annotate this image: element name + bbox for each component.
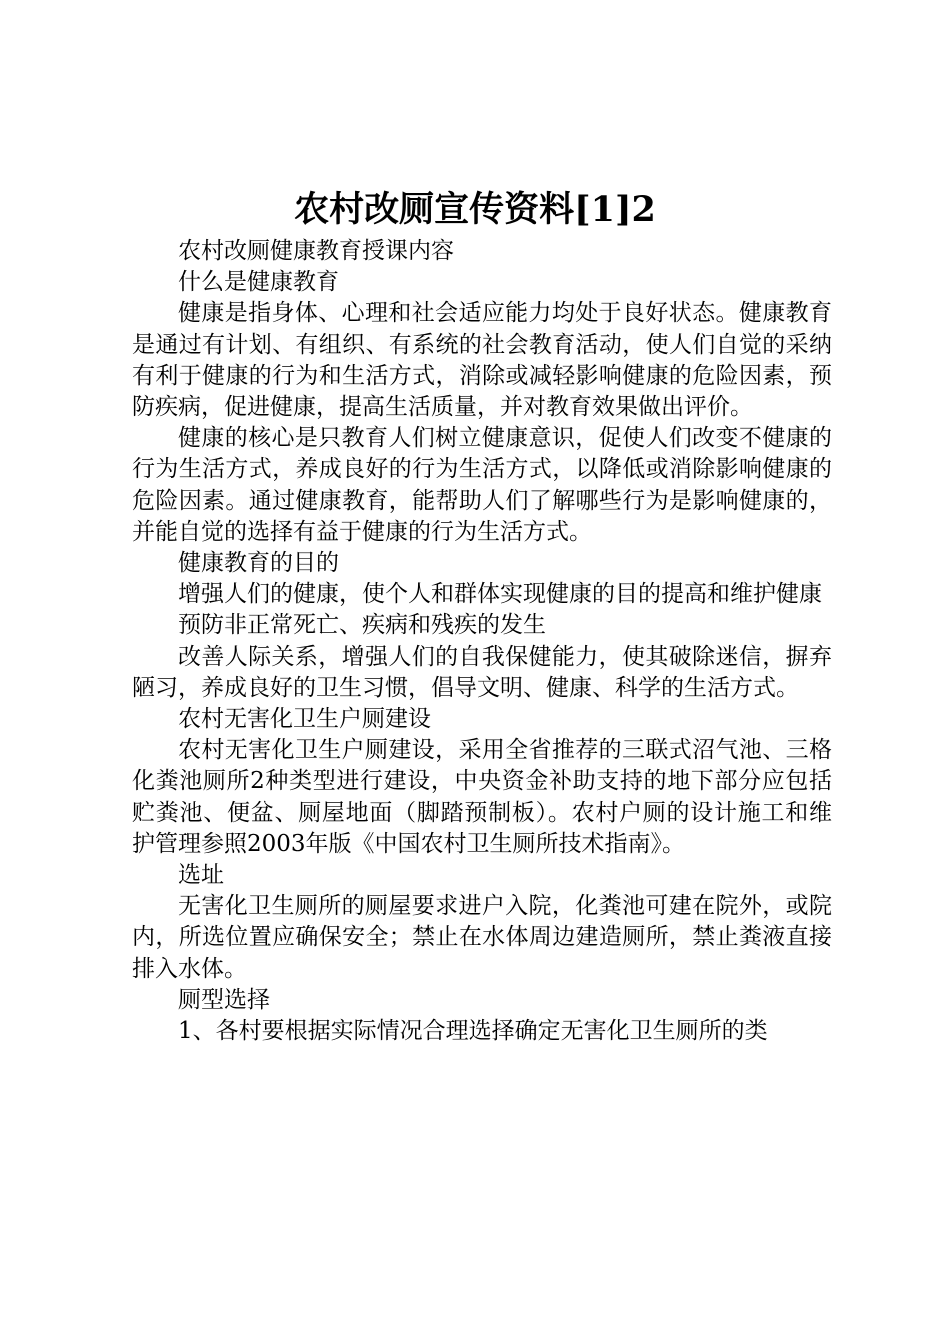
paragraph: 选址 bbox=[178, 862, 224, 889]
paragraph: 无害化卫生厕所的厕屋要求进户入院，化粪池可建在院外，或院内，所选位置应确保安全；禁止在水体周边建造厕所，禁止粪液直接排入水体。 bbox=[132, 893, 832, 982]
paragraph: 厕型选择 bbox=[178, 986, 270, 1013]
paragraph: 预防非正常死亡、疾病和残疾的发生 bbox=[178, 612, 546, 639]
document-body bbox=[132, 236, 832, 1047]
paragraph: 改善人际关系，增强人们的自我保健能力，使其破除迷信，摒弃陋习，养成良好的卫生习惯，倡导文明、健康、科学的生活方式。 bbox=[132, 643, 832, 701]
document-title: 农村改厕宣传资料[1]2 bbox=[294, 189, 656, 230]
paragraph: 农村无害化卫生户厕建设 bbox=[178, 706, 431, 733]
paragraph: 农村改厕健康教育授课内容 bbox=[178, 238, 454, 264]
paragraph: 健康是指身体、心理和社会适应能力均处于良好状态。健康教育是通过有计划、有组织、有系统的社会教育活动，使人们自觉的采纳有利于健康的行为和生活方式，消除或减轻影响健康的危险因素，预防疾病，促进健康，提高生活质量，并对教育效果做出评价。 bbox=[132, 300, 832, 421]
paragraph: 农村无害化卫生户厕建设，采用全省推荐的三联式沼气池、三格化粪池厕所2种类型进行建设，中央资金补助支持的地下部分应包括贮粪池、便盆、厕屋地面（脚踏预制板）。农村户厕的设计施工和维护管理参照2003年版《中国农村卫生厕所技术指南》。 bbox=[132, 737, 832, 857]
paragraph: 什么是健康教育 bbox=[178, 269, 339, 296]
paragraph: 健康教育的目的 bbox=[178, 550, 339, 577]
paragraph: 增强人们的健康，使个人和群体实现健康的目的提高和维护健康 bbox=[178, 581, 822, 608]
paragraph: 1、各村要根据实际情况合理选择确定无害化卫生厕所的类 bbox=[178, 1018, 768, 1045]
paragraph: 健康的核心是只教育人们树立健康意识，促使人们改变不健康的行为生活方式，养成良好的行为生活方式，以降低或消除影响健康的危险因素。通过健康教育，能帮助人们了解哪些行为是影响健康的，并能自觉的选择有益于健康的行为生活方式。 bbox=[132, 425, 832, 545]
